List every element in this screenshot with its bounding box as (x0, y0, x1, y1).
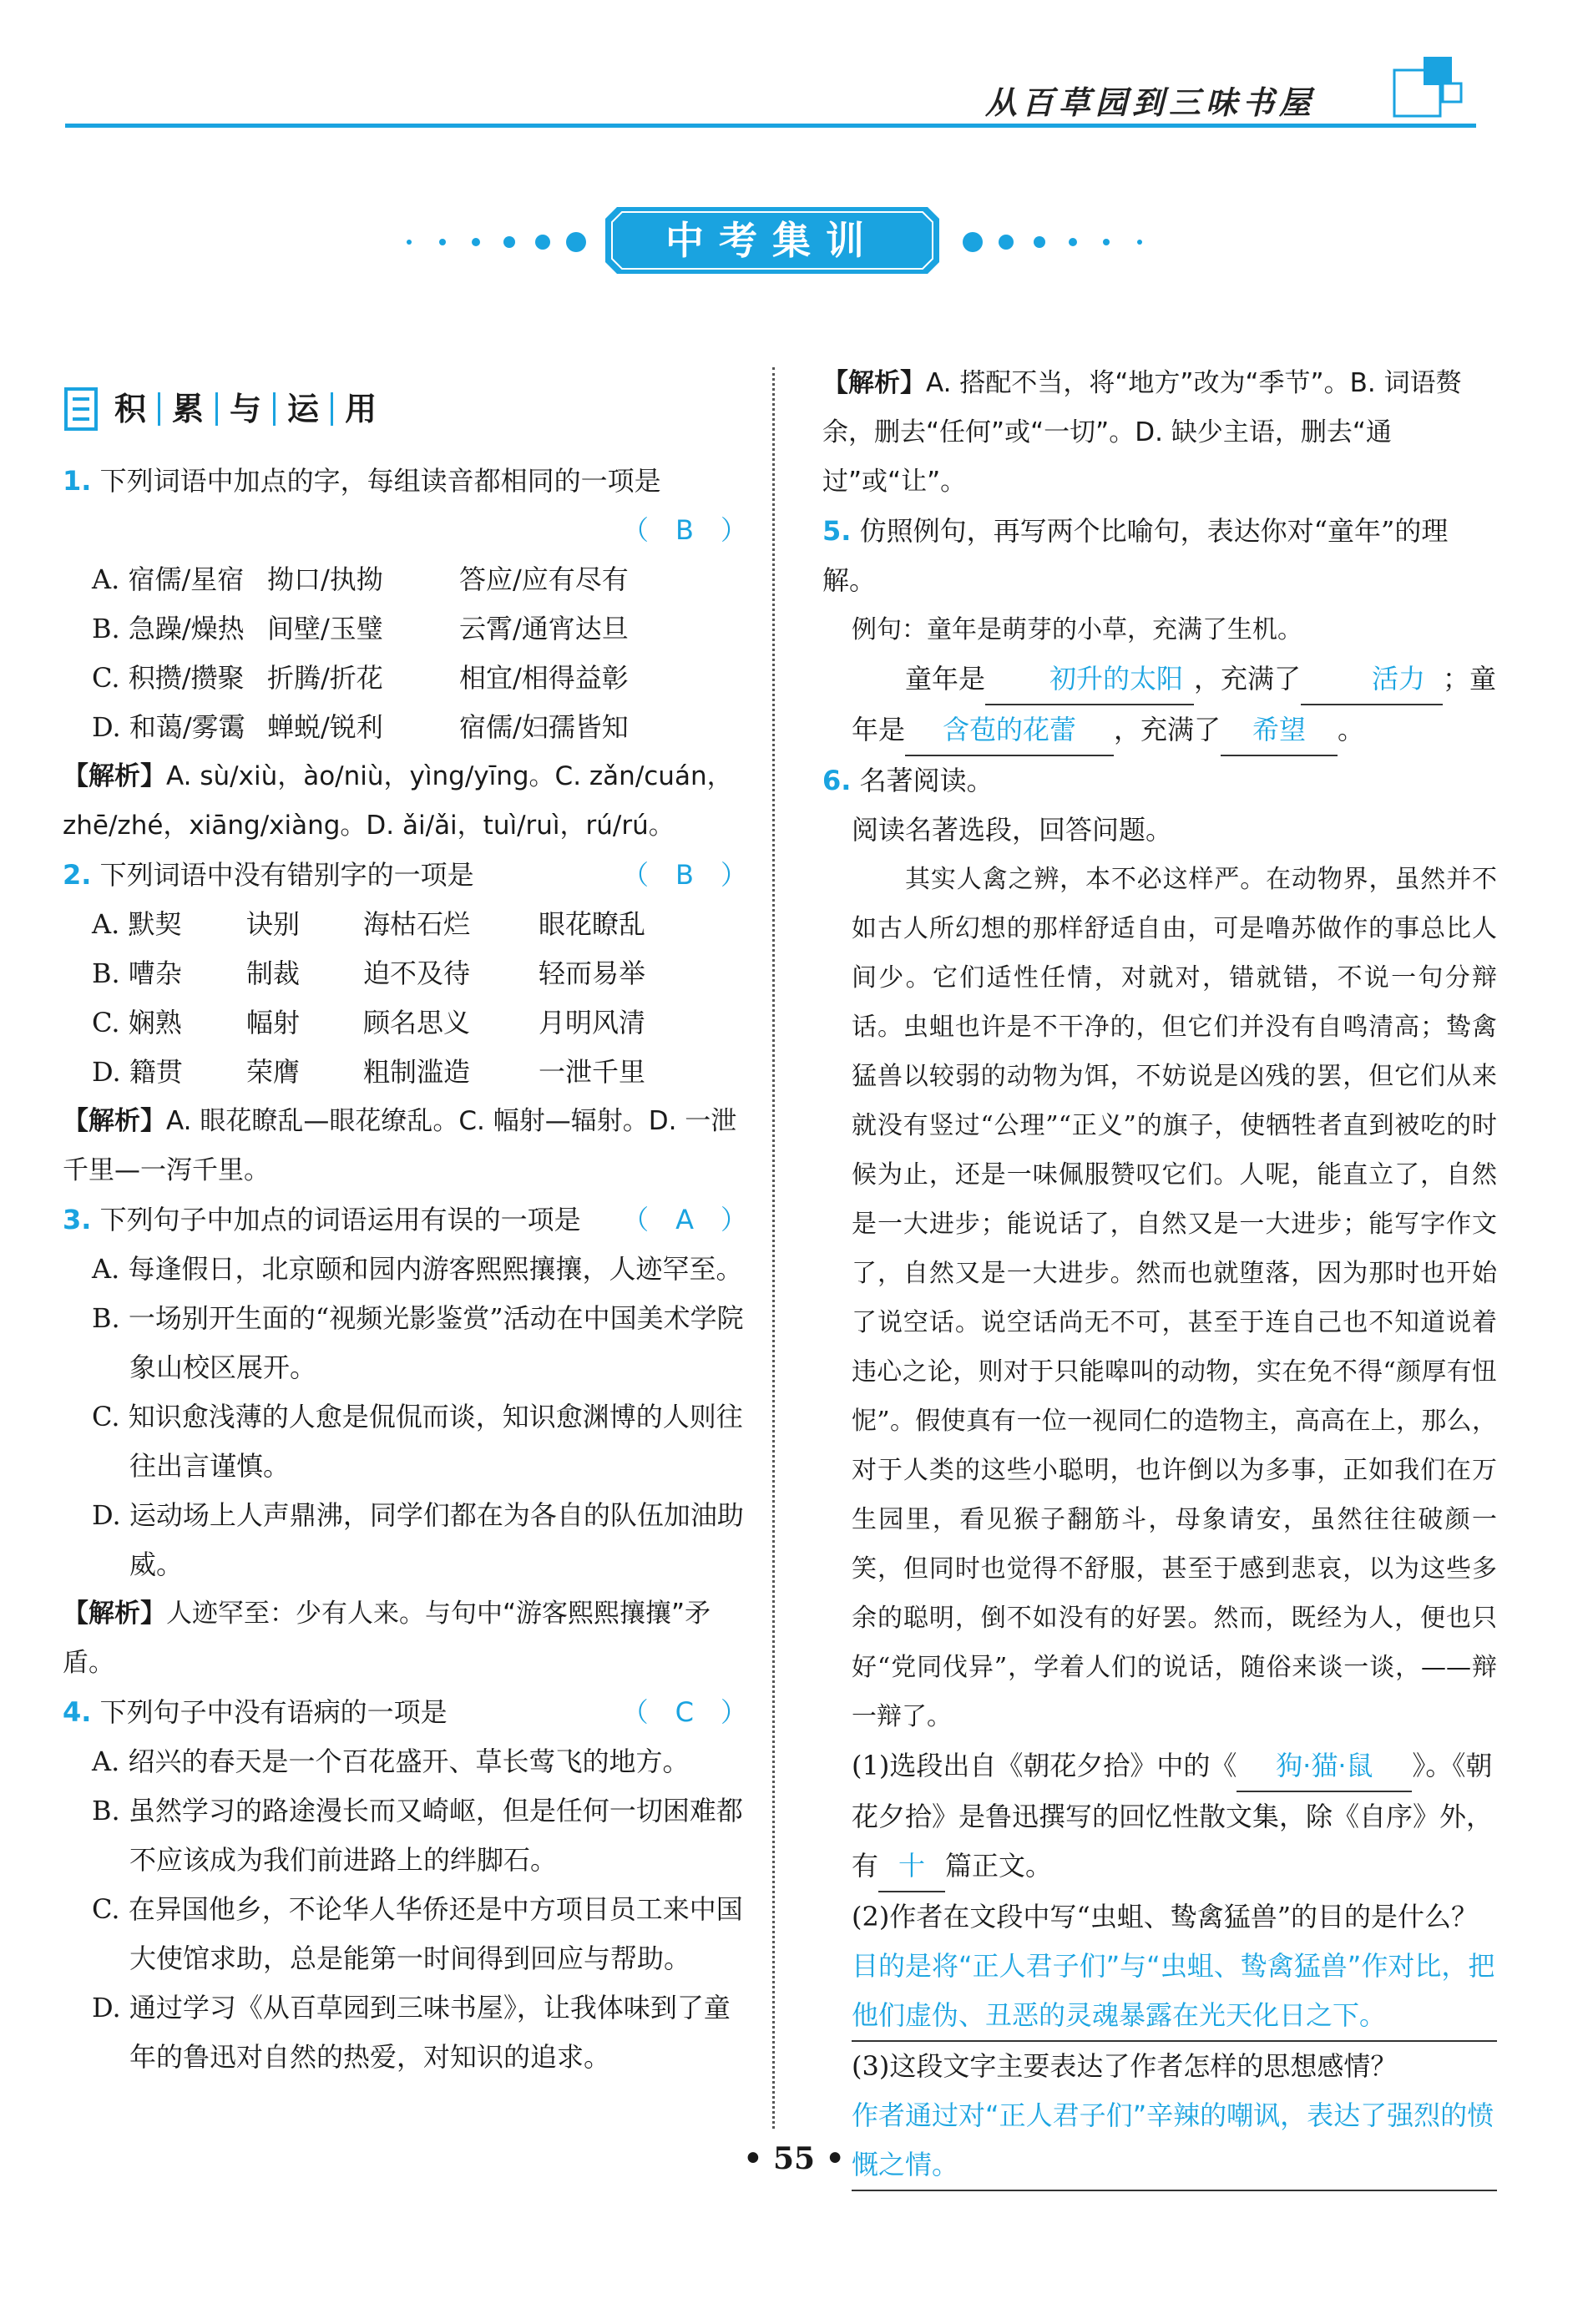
reading-passage: 其实人禽之辨，本不必这样严。在动物界，虽然并不如古人所幻想的那样舒适自由，可是噜苏做作的事总比人间少。它们适性任情，对就对，错就错，不说一句分辩话。虫蛆也许是不干净的，但它们并没有自鸣清高；鸷禽猛兽以较弱的动物为饵，不妨说是凶残的罢，但它们从来就没有竖过“公理”“正义”的旗子，使牺牲者直到被吃的时候为止，还是一味佩服赞叹它们。人呢，能直立了，自然是一大进步；能说话了，自然又是一大进步；能写字作文了，自然又是一大进步。然而也就堕落，因为那时也开始了说空话。说空话尚无不可，甚至于连自己也不知道说着违心之论，则对于只能嗥叫的动物，实在免不得“颜厚有忸怩”。假使真有一位一视同仁的造物主，高高在上，那么，对于人类的这些小聪明，也许倒以为多事，正如我们在万生园里，看见猴子翻筋斗，母象请安，虽然往往破颜一笑，但同时也觉得不舒服，甚至于感到悲哀，以为这些多余的聪明，倒不如没有的好罢。然而，既经为人，便也只好“党同伐异”，学着人们的说话，随俗来谈一谈，——辩一辩了。 (852, 865, 1497, 1731)
option-text: D. 运动场上人声鼎沸，同学们都在为各自的队伍加油助威。 (92, 1499, 744, 1580)
section-title (63, 380, 747, 438)
option-cell: A. 默契 (92, 908, 182, 940)
analysis-tag: 【解析】 (63, 1106, 166, 1136)
question-text: 仿照例句，再写两个比喻句，表达你对“童年”的理解。 (822, 515, 1449, 596)
option-cell: 拗口/执拗 (267, 563, 383, 595)
answer-choice: （ B ） (622, 514, 747, 546)
option-text: B. 一场别开生面的“视频光影鉴赏”活动在中国美术学院象山校区展开。 (92, 1302, 744, 1383)
analysis (822, 359, 1497, 507)
option-cell: 间壁/玉璧 (267, 613, 383, 644)
option-cell: A. 宿儒/星宿 (92, 563, 245, 595)
option-cell: 月明风清 (539, 1007, 646, 1038)
option-row (63, 949, 747, 998)
question-4 (63, 1688, 747, 2082)
option-row (63, 998, 747, 1048)
section-title-char: 与 (230, 390, 262, 427)
option-cell: B. 嘈杂 (92, 957, 182, 989)
option-cell: 制裁 (246, 957, 301, 989)
analysis-tag: 【解析】 (63, 1599, 166, 1629)
question-text: 下列词语中加点的字，每组读音都相同的一项是 (99, 465, 661, 497)
option-cell: 答应/应有尽有 (459, 563, 629, 595)
analysis-text: A. sù/xiù，ào/niù，yìng/yīng。C. zǎn/cuán，zhē/zhé，xiāng/xiàng。D. ǎi/ǎi，tuì/ruì，rú/rú。 (63, 761, 733, 841)
example-sentence: 例句：童年是萌芽的小草，充满了生机。 (852, 615, 1302, 644)
option-row (63, 1048, 747, 1097)
fill-text: 年是 (852, 714, 906, 745)
option-text: B. 虽然学习的路途漫长而又崎岖，但是任何一切困难都不应该成为我们前进路上的绊脚石。 (92, 1795, 743, 1876)
question-number: 4. (63, 1696, 92, 1728)
option-row (63, 654, 747, 703)
analysis-tag: 【解析】 (822, 368, 926, 398)
question-number: 1. (63, 465, 92, 497)
section-title-char: 积 (114, 390, 147, 427)
option-cell: 顾名思义 (363, 1007, 471, 1038)
header-rule (65, 124, 1476, 128)
section-title-char: 累 (172, 390, 205, 427)
fill-answer: 初升的太阳 (985, 654, 1194, 705)
fill-answer: 希望 (1221, 705, 1338, 756)
page-number: • 55 • (743, 2141, 845, 2176)
option-cell: 眼花瞭乱 (539, 908, 646, 940)
option-text: D. 通过学习《从百草园到三味书屋》，让我体味到了童年的鲁迅对自然的热爱，对知识的追求。 (92, 1992, 731, 2073)
section-title-char: 用 (345, 390, 377, 427)
option-text: A. 每逢假日，北京颐和园内游客熙熙攘攘，人迹罕至。 (92, 1253, 743, 1285)
option-text: C. 知识愈浅薄的人愈是侃侃而谈，知识愈渊博的人则往往出言谨慎。 (92, 1401, 743, 1482)
question-number: 6. (822, 765, 852, 796)
fill-answer: 十 (878, 1842, 945, 1892)
question-number: 5. (822, 515, 852, 547)
option-cell: 一泄千里 (539, 1056, 646, 1088)
question-text: 下列句子中没有语病的一项是 (99, 1696, 448, 1728)
question-1 (63, 457, 747, 851)
header-decoration-icon (1386, 52, 1469, 127)
subquestion-text: 》。《朝花夕拾》是鲁迅撰写的回忆性散文集，除《自序》外，有 (852, 1750, 1494, 1882)
option-row (63, 555, 747, 604)
subquestion-text: (1)选段出自《朝花夕拾》中的《 (852, 1750, 1237, 1781)
analysis-text: A. 搭配不当，将“地方”改为“季节”。B. 词语赘余，删去“任何”或“一切”。D. 缺少主语，删去“通过”或“让”。 (822, 368, 1462, 497)
notebook-icon (63, 386, 103, 432)
option-row (63, 703, 747, 752)
option-cell: D. 和蔼/雾霭 (92, 711, 245, 743)
fill-text: ，充满了 (1194, 663, 1302, 695)
option-cell: 轻而易举 (539, 957, 646, 989)
option-cell: 相宜/相得益彰 (459, 662, 629, 694)
option-cell: 海枯石烂 (363, 908, 471, 940)
fill-answer: 活力 (1301, 654, 1443, 705)
section-title-char: 运 (287, 390, 320, 427)
answer-choice: （ A ） (622, 1204, 747, 1235)
option-cell: B. 急躁/燥热 (92, 613, 245, 644)
subquestion-3-answer: 作者通过对“正人君子们”辛辣的嘲讽，表达了强烈的愤慨之情。 (852, 2091, 1497, 2191)
question-text: 下列词语中没有错别字的一项是 (99, 859, 474, 891)
option-cell: 幅射 (246, 1007, 301, 1038)
option-cell: 迫不及待 (363, 957, 471, 989)
answer-choice: （ B ） (622, 859, 747, 891)
fill-text: ；童 (1443, 663, 1497, 695)
option-cell: D. 籍贯 (92, 1056, 183, 1088)
question-2 (63, 851, 747, 1195)
option-cell: 蝉蜕/锐利 (267, 711, 383, 743)
question-6 (822, 756, 1497, 2191)
analysis (63, 1589, 747, 1688)
question-intro: 阅读名著选段，回答问题。 (852, 814, 1173, 846)
analysis (63, 752, 747, 851)
option-cell: 宿儒/妇孺皆知 (459, 711, 629, 743)
column-divider (772, 367, 775, 2129)
option-cell: 云霄/通宵达旦 (459, 613, 629, 644)
analysis (63, 1097, 747, 1195)
question-text: 下列句子中加点的词语运用有误的一项是 (99, 1204, 581, 1235)
option-cell: 粗制滥造 (363, 1056, 471, 1088)
option-text: C. 在异国他乡，不论华人华侨还是中方项目员工来中国大使馆求助，总是能第一时间得到回应与帮助。 (92, 1893, 743, 1974)
analysis-text: A. 眼花瞭乱—眼花缭乱。C. 幅射—辐射。D. 一泄千里—一泻千里。 (63, 1106, 737, 1185)
question-5 (822, 507, 1497, 756)
banner-title: 中考集训 (665, 218, 879, 263)
subquestion-2-answer-wrap (822, 1942, 1497, 2042)
subquestion-3: (3)这段文字主要表达了作者怎样的思想感情？ (852, 2050, 1398, 2082)
subquestion-1 (822, 1741, 1497, 1892)
fill-answer: 狗·猫·鼠 (1237, 1741, 1412, 1792)
left-column (63, 380, 747, 2082)
fill-text: 童年是 (905, 663, 986, 695)
question-3 (63, 1195, 747, 1688)
option-cell: 荣膺 (246, 1056, 301, 1088)
option-cell: C. 积攒/攒聚 (92, 662, 245, 694)
question-text: 名著阅读。 (859, 765, 994, 796)
answer-choice: （ C ） (621, 1696, 747, 1728)
fill-text: 。 (1338, 714, 1365, 745)
fill-answer: 含苞的花蕾 (905, 705, 1114, 756)
option-cell: 诀别 (246, 908, 301, 940)
header-book-title: 从百草园到三味书屋 (985, 83, 1317, 121)
analysis-text: 人迹罕至：少有人来。与句中“游客熙熙攘攘”矛盾。 (63, 1599, 711, 1678)
fill-text: ，充满了 (1114, 714, 1221, 745)
option-row (63, 604, 747, 654)
analysis-tag: 【解析】 (63, 761, 166, 791)
option-cell: C. 娴熟 (92, 1007, 182, 1038)
subquestion-2: (2)作者在文段中写“虫蛆、鸷禽猛兽”的目的是什么？ (852, 1901, 1479, 1932)
question-number: 2. (63, 859, 92, 891)
option-cell: 折腾/折花 (267, 662, 383, 694)
option-row (63, 900, 747, 949)
option-text: A. 绍兴的春天是一个百花盛开、草长莺飞的地方。 (92, 1746, 690, 1777)
subquestion-text: 篇正文。 (945, 1850, 1053, 1882)
subquestion-2-answer: 目的是将“正人君子们”与“虫蛆、鸷禽猛兽”作对比，把他们虚伪、丑恶的灵魂暴露在光天化日之下。 (852, 1942, 1497, 2042)
right-column (822, 359, 1497, 2191)
question-number: 3. (63, 1204, 92, 1235)
